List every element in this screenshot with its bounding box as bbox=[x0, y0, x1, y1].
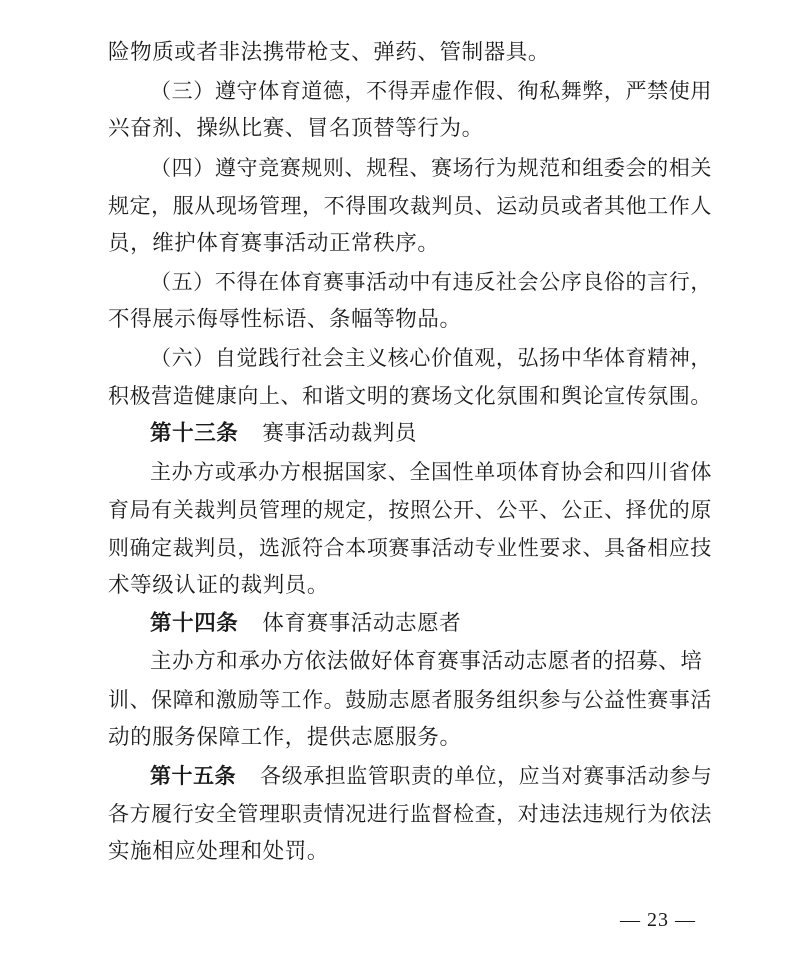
article-number: 第十四条 bbox=[150, 611, 239, 636]
text-line: 规定，服从现场管理，不得围攻裁判员、运动员或者其他工作人 bbox=[108, 194, 712, 218]
article-heading bbox=[0, 761, 800, 791]
text-line: （三）遵守体育道德，不得弄虚作假、徇私舞弊，严禁使用 bbox=[150, 78, 713, 103]
text-line: （六）自觉践行社会主义核心价值观，弘扬中华体育精神， bbox=[150, 345, 713, 370]
article-title: 体育赛事活动志愿者 bbox=[262, 611, 462, 636]
text-line: 积极营造健康向上、和谐文明的赛场文化氛围和舆论宣传氛围。 bbox=[108, 384, 712, 408]
text-line: 员，维护体育赛事活动正常秩序。 bbox=[108, 231, 440, 256]
text-line: 主办方和承办方依法做好体育赛事活动志愿者的招募、培 bbox=[150, 649, 703, 674]
page-number: — 23 — bbox=[620, 909, 696, 931]
article-number: 第十五条 bbox=[150, 763, 237, 788]
text-line: 育局有关裁判员管理的规定，按照公开、公平、公正、择优的原 bbox=[108, 498, 712, 522]
text-line: 兴奋剂、操纵比赛、冒名顶替等行为。 bbox=[108, 116, 484, 141]
article-heading bbox=[0, 609, 800, 639]
article-text: 各级承担监管职责的单位，应当对赛事活动参与 bbox=[260, 764, 713, 788]
text-line: 险物质或者非法携带枪支、弹药、管制器具。 bbox=[108, 40, 551, 65]
text-line: 不得展示侮辱性标语、条幅等物品。 bbox=[108, 307, 462, 332]
text-line: （四）遵守竞赛规则、规程、赛场行为规范和组委会的相关 bbox=[150, 155, 713, 180]
text-line: （五）不得在体育赛事活动中有违反社会公序良俗的言行， bbox=[150, 269, 713, 294]
article-heading bbox=[0, 419, 800, 449]
text-line: 训、保障和激励等工作。鼓励志愿者服务组织参与公益性赛事活 bbox=[108, 688, 712, 712]
text-line: 主办方或承办方根据国家、全国性单项体育协会和四川省体 bbox=[150, 459, 713, 484]
article-title: 赛事活动裁判员 bbox=[262, 421, 418, 446]
text-line: 术等级认证的裁判员。 bbox=[108, 573, 330, 598]
text-line: 实施相应处理和处罚。 bbox=[108, 839, 330, 864]
text-line: 则确定裁判员，选派符合本项赛事活动专业性要求、具备相应技 bbox=[108, 536, 712, 560]
text-line: 动的服务保障工作，提供志愿服务。 bbox=[108, 725, 462, 750]
text-line: 各方履行安全管理职责情况进行监督检查，对违法违规行为依法 bbox=[108, 802, 712, 826]
article-number: 第十三条 bbox=[150, 421, 239, 446]
